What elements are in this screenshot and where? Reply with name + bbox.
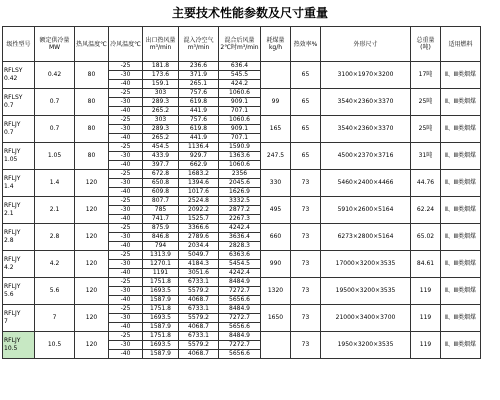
coal-consumption-cell[interactable] bbox=[261, 62, 291, 89]
table-row bbox=[3, 305, 481, 314]
cold-air-temp-cell[interactable]: -40 bbox=[109, 269, 143, 278]
cold-air-volume-cell[interactable]: 5579.2 bbox=[179, 287, 219, 296]
hot-air-temp-cell[interactable]: 120 bbox=[75, 251, 109, 278]
cold-air-temp-cell[interactable]: -25 bbox=[109, 332, 143, 341]
model-series: RFLJY bbox=[4, 229, 21, 236]
coal-consumption-cell[interactable]: 99 bbox=[261, 89, 291, 116]
model-capacity: 10.5 bbox=[4, 345, 18, 352]
cold-air-temp-cell[interactable]: -30 bbox=[109, 233, 143, 242]
model-series: RFLJY bbox=[4, 148, 21, 155]
dimensions-cell[interactable]: 5910×2600×5164 bbox=[321, 197, 411, 224]
mixed-volume-cell[interactable]: 2267.3 bbox=[219, 215, 261, 224]
cold-air-temp-cell[interactable]: -30 bbox=[109, 260, 143, 269]
mixed-volume-cell[interactable]: 8484.9 bbox=[219, 305, 261, 314]
column-header[interactable]: 混入冷空气m³/min bbox=[179, 27, 219, 62]
cold-air-volume-cell[interactable]: 4068.7 bbox=[179, 350, 219, 359]
hot-air-volume-cell[interactable]: 875.9 bbox=[143, 224, 179, 233]
column-header[interactable]: 级性型号 bbox=[3, 27, 35, 62]
dimensions-cell[interactable]: 3100×1970×3200 bbox=[321, 62, 411, 89]
fuel-cell[interactable]: Ⅱ、Ⅲ类烟煤 bbox=[441, 251, 481, 278]
cold-air-temp-cell[interactable]: -30 bbox=[109, 206, 143, 215]
mixed-volume-cell[interactable]: 424.2 bbox=[219, 80, 261, 89]
mixed-volume-cell[interactable]: 7272.7 bbox=[219, 341, 261, 350]
cold-air-volume-cell[interactable]: 1683.2 bbox=[179, 170, 219, 179]
hot-air-volume-cell[interactable]: 785 bbox=[143, 206, 179, 215]
model-capacity: 0.42 bbox=[4, 75, 18, 82]
cold-air-temp-cell[interactable]: -40 bbox=[109, 242, 143, 251]
cold-air-temp-cell[interactable]: -25 bbox=[109, 89, 143, 98]
mixed-volume-cell[interactable]: 5656.6 bbox=[219, 323, 261, 332]
efficiency-cell[interactable]: 65 bbox=[291, 89, 321, 116]
model-series: RFLJY bbox=[4, 121, 21, 128]
hot-air-volume-cell[interactable]: 303 bbox=[143, 116, 179, 125]
table-row bbox=[3, 170, 481, 179]
hot-air-temp-cell[interactable]: 120 bbox=[75, 224, 109, 251]
hot-air-volume-cell[interactable]: 741.7 bbox=[143, 215, 179, 224]
cold-air-volume-cell[interactable]: 4068.7 bbox=[179, 323, 219, 332]
hot-air-volume-cell[interactable]: 846.8 bbox=[143, 233, 179, 242]
power-cell[interactable]: 0.7 bbox=[35, 89, 75, 116]
mixed-volume-cell[interactable]: 5454.5 bbox=[219, 260, 261, 269]
cold-air-volume-cell[interactable]: 4068.7 bbox=[179, 296, 219, 305]
fuel-cell[interactable]: Ⅱ、Ⅲ类烟煤 bbox=[441, 332, 481, 359]
weight-cell[interactable]: 119 bbox=[411, 278, 441, 305]
fuel-cell[interactable]: Ⅱ、Ⅲ类烟煤 bbox=[441, 62, 481, 89]
efficiency-cell[interactable]: 65 bbox=[291, 62, 321, 89]
model-capacity: 7 bbox=[4, 318, 8, 325]
coal-consumption-cell[interactable]: 247.5 bbox=[261, 143, 291, 170]
model-series: RFLJY bbox=[4, 256, 21, 263]
mixed-volume-cell[interactable]: 1363.6 bbox=[219, 152, 261, 161]
mixed-volume-cell[interactable]: 707.1 bbox=[219, 134, 261, 143]
mixed-volume-cell[interactable]: 636.4 bbox=[219, 62, 261, 71]
fuel-cell[interactable]: Ⅱ、Ⅲ类烟煤 bbox=[441, 89, 481, 116]
model-cell[interactable] bbox=[3, 305, 35, 332]
coal-consumption-cell[interactable]: 495 bbox=[261, 197, 291, 224]
cold-air-temp-cell[interactable]: -25 bbox=[109, 224, 143, 233]
model-capacity: 0.7 bbox=[4, 102, 14, 109]
mixed-volume-cell[interactable]: 7272.7 bbox=[219, 287, 261, 296]
cold-air-temp-cell[interactable]: -25 bbox=[109, 251, 143, 260]
table-row bbox=[3, 62, 481, 71]
hot-air-volume-cell[interactable]: 265.2 bbox=[143, 134, 179, 143]
coal-consumption-cell[interactable]: 990 bbox=[261, 251, 291, 278]
model-cell[interactable] bbox=[3, 197, 35, 224]
model-capacity: 1.4 bbox=[4, 183, 14, 190]
hot-air-volume-cell[interactable]: 397.7 bbox=[143, 161, 179, 170]
hot-air-volume-cell[interactable]: 1587.9 bbox=[143, 323, 179, 332]
mixed-volume-cell[interactable]: 8484.9 bbox=[219, 332, 261, 341]
cold-air-temp-cell[interactable]: -30 bbox=[109, 71, 143, 80]
power-cell[interactable]: 2.8 bbox=[35, 224, 75, 251]
dimensions-cell[interactable]: 4500×2370×3716 bbox=[321, 143, 411, 170]
hot-air-volume-cell[interactable]: 173.6 bbox=[143, 71, 179, 80]
coal-consumption-cell[interactable]: 660 bbox=[261, 224, 291, 251]
hot-air-volume-cell[interactable]: 1587.9 bbox=[143, 296, 179, 305]
cold-air-temp-cell[interactable]: -30 bbox=[109, 125, 143, 134]
weight-cell[interactable]: 62.24 bbox=[411, 197, 441, 224]
power-cell[interactable]: 1.05 bbox=[35, 143, 75, 170]
dimensions-cell[interactable]: 19500×3200×3535 bbox=[321, 278, 411, 305]
cold-air-temp-cell[interactable]: -40 bbox=[109, 296, 143, 305]
hot-air-volume-cell[interactable]: 1751.8 bbox=[143, 278, 179, 287]
hot-air-volume-cell[interactable]: 1751.8 bbox=[143, 332, 179, 341]
fuel-cell[interactable]: Ⅱ、Ⅲ类烟煤 bbox=[441, 170, 481, 197]
dimensions-cell[interactable]: 3540×2360×3370 bbox=[321, 89, 411, 116]
header-row bbox=[3, 27, 481, 62]
weight-cell[interactable]: 25吨 bbox=[411, 89, 441, 116]
table-row bbox=[3, 89, 481, 98]
column-header[interactable]: 总重量(吨) bbox=[411, 27, 441, 62]
cold-air-temp-cell[interactable]: -30 bbox=[109, 179, 143, 188]
table-row bbox=[3, 251, 481, 260]
power-cell[interactable]: 4.2 bbox=[35, 251, 75, 278]
efficiency-cell[interactable]: 73 bbox=[291, 305, 321, 332]
hot-air-temp-cell[interactable]: 120 bbox=[75, 332, 109, 359]
cold-air-temp-cell[interactable]: -25 bbox=[109, 305, 143, 314]
model-series: RFLJY bbox=[4, 175, 21, 182]
cold-air-temp-cell[interactable]: -25 bbox=[109, 62, 143, 71]
cold-air-volume-cell[interactable]: 2789.6 bbox=[179, 233, 219, 242]
weight-cell[interactable]: 65.02 bbox=[411, 224, 441, 251]
table-row bbox=[3, 332, 481, 341]
table-row bbox=[3, 224, 481, 233]
cold-air-volume-cell[interactable]: 441.9 bbox=[179, 107, 219, 116]
mixed-volume-cell[interactable]: 7272.7 bbox=[219, 314, 261, 323]
mixed-volume-cell[interactable]: 1590.9 bbox=[219, 143, 261, 152]
power-cell[interactable]: 10.5 bbox=[35, 332, 75, 359]
model-series: RFLSY bbox=[4, 67, 23, 74]
power-cell[interactable]: 5.6 bbox=[35, 278, 75, 305]
cold-air-volume-cell[interactable]: 619.8 bbox=[179, 98, 219, 107]
model-cell[interactable] bbox=[3, 143, 35, 170]
cold-air-temp-cell[interactable]: -30 bbox=[109, 287, 143, 296]
cold-air-temp-cell[interactable]: -40 bbox=[109, 80, 143, 89]
cold-air-temp-cell[interactable]: -40 bbox=[109, 134, 143, 143]
cold-air-volume-cell[interactable]: 6733.1 bbox=[179, 305, 219, 314]
hot-air-temp-cell[interactable]: 80 bbox=[75, 143, 109, 170]
coal-consumption-cell[interactable]: 1650 bbox=[261, 305, 291, 332]
table-row bbox=[3, 116, 481, 125]
dimensions-cell[interactable]: 3540×2360×3370 bbox=[321, 116, 411, 143]
hot-air-volume-cell[interactable]: 454.5 bbox=[143, 143, 179, 152]
cold-air-temp-cell[interactable]: -25 bbox=[109, 170, 143, 179]
mixed-volume-cell[interactable]: 5656.6 bbox=[219, 350, 261, 359]
table-row bbox=[3, 278, 481, 287]
power-cell[interactable]: 7 bbox=[35, 305, 75, 332]
dimensions-cell[interactable]: 5460×2400×4466 bbox=[321, 170, 411, 197]
model-cell[interactable] bbox=[3, 62, 35, 89]
power-cell[interactable]: 0.7 bbox=[35, 116, 75, 143]
cold-air-temp-cell[interactable]: -30 bbox=[109, 152, 143, 161]
hot-air-volume-cell[interactable]: 1270.1 bbox=[143, 260, 179, 269]
mixed-volume-cell[interactable]: 5656.6 bbox=[219, 296, 261, 305]
page-title: 主要技术性能参数及尺寸重量 bbox=[171, 6, 328, 20]
weight-cell[interactable]: 44.76 bbox=[411, 170, 441, 197]
dimensions-cell[interactable]: 1950×3200×3535 bbox=[321, 332, 411, 359]
mixed-volume-cell[interactable]: 3332.5 bbox=[219, 197, 261, 206]
cold-air-temp-cell[interactable]: -25 bbox=[109, 197, 143, 206]
weight-cell[interactable]: 31吨 bbox=[411, 143, 441, 170]
mixed-volume-cell[interactable]: 2828.3 bbox=[219, 242, 261, 251]
dimensions-cell[interactable]: 17000×3200×3535 bbox=[321, 251, 411, 278]
cold-air-volume-cell[interactable]: 1525.7 bbox=[179, 215, 219, 224]
hot-air-temp-cell[interactable]: 120 bbox=[75, 278, 109, 305]
column-header[interactable]: 适用燃料 bbox=[441, 27, 481, 62]
cold-air-temp-cell[interactable]: -40 bbox=[109, 188, 143, 197]
cold-air-temp-cell[interactable]: -30 bbox=[109, 314, 143, 323]
cold-air-temp-cell[interactable]: -40 bbox=[109, 107, 143, 116]
fuel-cell[interactable]: Ⅱ、Ⅲ类烟煤 bbox=[441, 305, 481, 332]
cold-air-volume-cell[interactable]: 5579.2 bbox=[179, 314, 219, 323]
column-header[interactable]: 冷风温度℃ bbox=[109, 27, 143, 62]
cold-air-volume-cell[interactable]: 3366.6 bbox=[179, 224, 219, 233]
efficiency-cell[interactable]: 65 bbox=[291, 116, 321, 143]
mixed-volume-cell[interactable]: 6363.6 bbox=[219, 251, 261, 260]
cold-air-volume-cell[interactable]: 757.6 bbox=[179, 89, 219, 98]
model-cell[interactable] bbox=[3, 278, 35, 305]
coal-consumption-cell[interactable]: 165 bbox=[261, 116, 291, 143]
hot-air-volume-cell[interactable]: 433.9 bbox=[143, 152, 179, 161]
cold-air-volume-cell[interactable]: 6733.1 bbox=[179, 332, 219, 341]
cold-air-volume-cell[interactable]: 757.6 bbox=[179, 116, 219, 125]
mixed-volume-cell[interactable]: 1060.6 bbox=[219, 161, 261, 170]
model-series: RFLJY bbox=[4, 337, 21, 344]
cold-air-temp-cell[interactable]: -40 bbox=[109, 350, 143, 359]
cold-air-temp-cell[interactable]: -40 bbox=[109, 215, 143, 224]
cold-air-temp-cell[interactable]: -40 bbox=[109, 161, 143, 170]
table-row bbox=[3, 143, 481, 152]
hot-air-volume-cell[interactable]: 794 bbox=[143, 242, 179, 251]
column-header[interactable]: 耗煤量kg/h bbox=[261, 27, 291, 62]
cold-air-volume-cell[interactable]: 2034.4 bbox=[179, 242, 219, 251]
model-series: RFLJY bbox=[4, 310, 21, 317]
cold-air-volume-cell[interactable]: 5579.2 bbox=[179, 341, 219, 350]
power-cell[interactable]: 0.42 bbox=[35, 62, 75, 89]
model-cell[interactable] bbox=[3, 224, 35, 251]
efficiency-cell[interactable]: 73 bbox=[291, 251, 321, 278]
model-capacity: 0.7 bbox=[4, 129, 14, 136]
model-cell[interactable] bbox=[3, 89, 35, 116]
hot-air-volume-cell[interactable]: 1693.5 bbox=[143, 314, 179, 323]
hot-air-volume-cell[interactable]: 265.2 bbox=[143, 107, 179, 116]
hot-air-volume-cell[interactable]: 1751.8 bbox=[143, 305, 179, 314]
coal-consumption-cell[interactable]: 330 bbox=[261, 170, 291, 197]
cold-air-volume-cell[interactable]: 265.1 bbox=[179, 80, 219, 89]
efficiency-cell[interactable]: 73 bbox=[291, 197, 321, 224]
hot-air-temp-cell[interactable]: 80 bbox=[75, 62, 109, 89]
power-cell[interactable]: 1.4 bbox=[35, 170, 75, 197]
efficiency-cell[interactable]: 73 bbox=[291, 224, 321, 251]
column-header[interactable]: 混合后风量2℃时m³/min bbox=[219, 27, 261, 62]
cold-air-temp-cell[interactable]: -25 bbox=[109, 116, 143, 125]
weight-cell[interactable]: 119 bbox=[411, 305, 441, 332]
dimensions-cell[interactable]: 6273×2800×5164 bbox=[321, 224, 411, 251]
table-row bbox=[3, 197, 481, 206]
cold-air-temp-cell[interactable]: -25 bbox=[109, 278, 143, 287]
hot-air-temp-cell[interactable]: 120 bbox=[75, 170, 109, 197]
efficiency-cell[interactable]: 73 bbox=[291, 332, 321, 359]
hot-air-volume-cell[interactable]: 650.8 bbox=[143, 179, 179, 188]
fuel-cell[interactable]: Ⅱ、Ⅲ类烟煤 bbox=[441, 143, 481, 170]
cold-air-volume-cell[interactable]: 619.8 bbox=[179, 125, 219, 134]
mixed-volume-cell[interactable]: 707.1 bbox=[219, 107, 261, 116]
hot-air-temp-cell[interactable]: 120 bbox=[75, 197, 109, 224]
hot-air-volume-cell[interactable]: 609.8 bbox=[143, 188, 179, 197]
spec-table bbox=[2, 26, 481, 359]
model-capacity: 4.2 bbox=[4, 264, 14, 271]
cold-air-volume-cell[interactable]: 4184.3 bbox=[179, 260, 219, 269]
efficiency-cell[interactable]: 65 bbox=[291, 143, 321, 170]
mixed-volume-cell[interactable]: 1060.6 bbox=[219, 89, 261, 98]
cold-air-volume-cell[interactable]: 2092.2 bbox=[179, 206, 219, 215]
hot-air-volume-cell[interactable]: 289.3 bbox=[143, 98, 179, 107]
cold-air-temp-cell[interactable]: -30 bbox=[109, 98, 143, 107]
cold-air-temp-cell[interactable]: -40 bbox=[109, 323, 143, 332]
mixed-volume-cell[interactable]: 8484.9 bbox=[219, 278, 261, 287]
mixed-volume-cell[interactable]: 4242.4 bbox=[219, 224, 261, 233]
hot-air-volume-cell[interactable]: 303 bbox=[143, 89, 179, 98]
coal-consumption-cell[interactable]: 1320 bbox=[261, 278, 291, 305]
cold-air-volume-cell[interactable]: 929.7 bbox=[179, 152, 219, 161]
column-header[interactable]: 热风温度℃ bbox=[75, 27, 109, 62]
hot-air-volume-cell[interactable]: 672.8 bbox=[143, 170, 179, 179]
mixed-volume-cell[interactable]: 1626.9 bbox=[219, 188, 261, 197]
weight-cell[interactable]: 119 bbox=[411, 332, 441, 359]
model-cell[interactable] bbox=[3, 332, 35, 359]
cold-air-volume-cell[interactable]: 2524.8 bbox=[179, 197, 219, 206]
hot-air-volume-cell[interactable]: 1587.9 bbox=[143, 350, 179, 359]
fuel-cell[interactable]: Ⅱ、Ⅲ类烟煤 bbox=[441, 278, 481, 305]
cold-air-volume-cell[interactable]: 1017.6 bbox=[179, 188, 219, 197]
cold-air-volume-cell[interactable]: 662.9 bbox=[179, 161, 219, 170]
cold-air-volume-cell[interactable]: 3051.6 bbox=[179, 269, 219, 278]
cold-air-volume-cell[interactable]: 6733.1 bbox=[179, 278, 219, 287]
coal-consumption-cell[interactable] bbox=[261, 332, 291, 359]
mixed-volume-cell[interactable]: 4242.4 bbox=[219, 269, 261, 278]
cold-air-volume-cell[interactable]: 236.6 bbox=[179, 62, 219, 71]
hot-air-volume-cell[interactable]: 289.3 bbox=[143, 125, 179, 134]
mixed-volume-cell[interactable]: 1060.6 bbox=[219, 116, 261, 125]
hot-air-volume-cell[interactable]: 1693.5 bbox=[143, 287, 179, 296]
hot-air-temp-cell[interactable]: 80 bbox=[75, 89, 109, 116]
power-cell[interactable]: 2.1 bbox=[35, 197, 75, 224]
model-capacity: 5.6 bbox=[4, 291, 14, 298]
mixed-volume-cell[interactable]: 909.1 bbox=[219, 125, 261, 134]
fuel-cell[interactable]: Ⅱ、Ⅲ类烟煤 bbox=[441, 197, 481, 224]
cold-air-volume-cell[interactable]: 5049.7 bbox=[179, 251, 219, 260]
column-header[interactable]: 出口热风量m³/min bbox=[143, 27, 179, 62]
hot-air-temp-cell[interactable]: 80 bbox=[75, 116, 109, 143]
mixed-volume-cell[interactable]: 3636.4 bbox=[219, 233, 261, 242]
weight-cell[interactable]: 17吨 bbox=[411, 62, 441, 89]
column-header[interactable]: 热效率% bbox=[291, 27, 321, 62]
hot-air-volume-cell[interactable]: 1191 bbox=[143, 269, 179, 278]
model-capacity: 2.1 bbox=[4, 210, 14, 217]
cold-air-temp-cell[interactable]: -30 bbox=[109, 341, 143, 350]
hot-air-temp-cell[interactable]: 120 bbox=[75, 305, 109, 332]
model-series: RFLJY bbox=[4, 202, 21, 209]
model-series: RFLJY bbox=[4, 283, 21, 290]
weight-cell[interactable]: 84.61 bbox=[411, 251, 441, 278]
fuel-cell[interactable]: Ⅱ、Ⅲ类烟煤 bbox=[441, 224, 481, 251]
mixed-volume-cell[interactable]: 545.5 bbox=[219, 71, 261, 80]
column-header[interactable]: 额定供冷量MW bbox=[35, 27, 75, 62]
mixed-volume-cell[interactable]: 2045.6 bbox=[219, 179, 261, 188]
efficiency-cell[interactable]: 73 bbox=[291, 170, 321, 197]
cold-air-volume-cell[interactable]: 371.9 bbox=[179, 71, 219, 80]
model-capacity: 2.8 bbox=[4, 237, 14, 244]
hot-air-volume-cell[interactable]: 807.7 bbox=[143, 197, 179, 206]
model-cell[interactable] bbox=[3, 116, 35, 143]
column-header[interactable]: 外形尺寸 bbox=[321, 27, 411, 62]
hot-air-volume-cell[interactable]: 1313.9 bbox=[143, 251, 179, 260]
mixed-volume-cell[interactable]: 2356 bbox=[219, 170, 261, 179]
hot-air-volume-cell[interactable]: 159.1 bbox=[143, 80, 179, 89]
hot-air-volume-cell[interactable]: 1693.5 bbox=[143, 341, 179, 350]
model-cell[interactable] bbox=[3, 251, 35, 278]
model-capacity: 1.05 bbox=[4, 156, 18, 163]
weight-cell[interactable]: 25吨 bbox=[411, 116, 441, 143]
hot-air-volume-cell[interactable]: 181.8 bbox=[143, 62, 179, 71]
cold-air-temp-cell[interactable]: -25 bbox=[109, 143, 143, 152]
model-series: RFLSY bbox=[4, 94, 23, 101]
mixed-volume-cell[interactable]: 909.1 bbox=[219, 98, 261, 107]
cold-air-volume-cell[interactable]: 1136.4 bbox=[179, 143, 219, 152]
dimensions-cell[interactable]: 21000×3400×3700 bbox=[321, 305, 411, 332]
model-cell[interactable] bbox=[3, 170, 35, 197]
efficiency-cell[interactable]: 73 bbox=[291, 278, 321, 305]
cold-air-volume-cell[interactable]: 1394.6 bbox=[179, 179, 219, 188]
fuel-cell[interactable]: Ⅱ、Ⅲ类烟煤 bbox=[441, 116, 481, 143]
mixed-volume-cell[interactable]: 2877.2 bbox=[219, 206, 261, 215]
cold-air-volume-cell[interactable]: 441.9 bbox=[179, 134, 219, 143]
